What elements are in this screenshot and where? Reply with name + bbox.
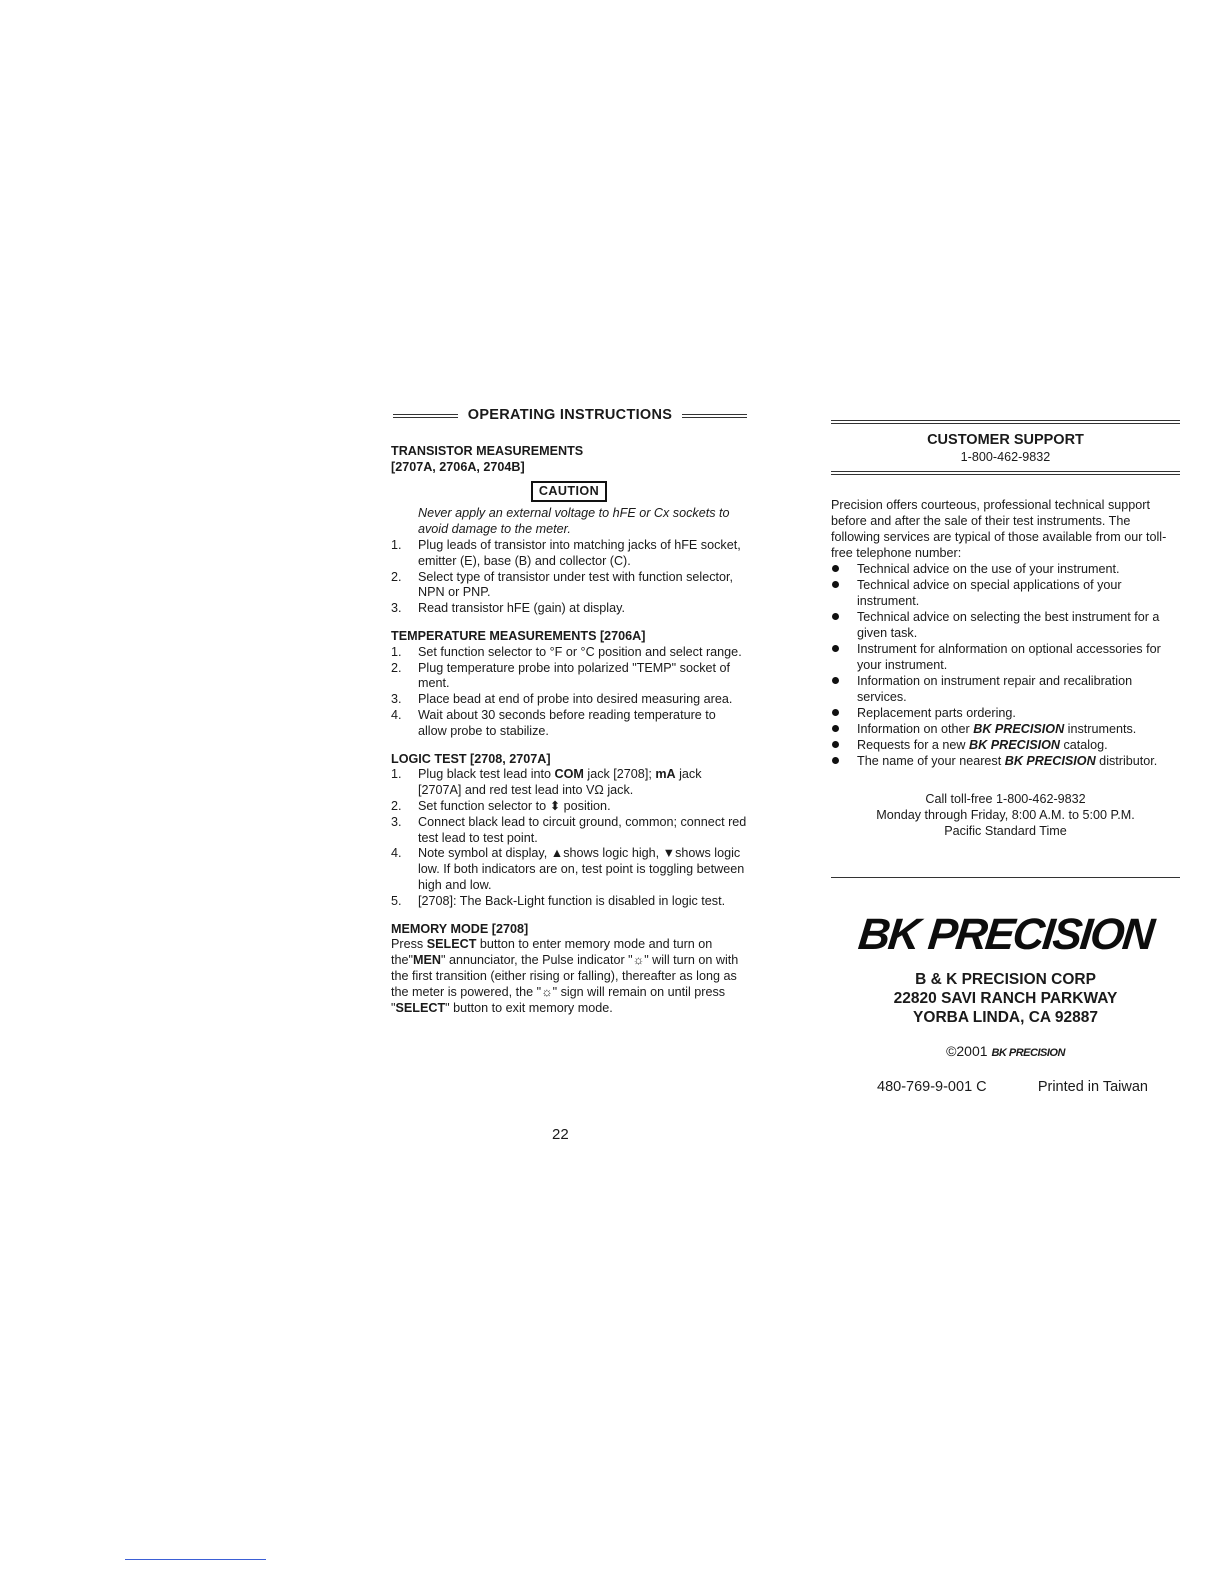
logic-steps xyxy=(391,767,747,909)
list-item: 3. Read transistor hFE (gain) at display. xyxy=(391,601,625,616)
transistor-title: TRANSISTOR MEASUREMENTS xyxy=(391,443,584,458)
bullet-icon xyxy=(832,757,839,764)
bullet-icon xyxy=(832,677,839,684)
copyright: ©2001 BK PRECISION xyxy=(946,1043,1065,1059)
customer-support-title: CUSTOMER SUPPORT xyxy=(927,432,1084,448)
corp-street: 22820 SAVI RANCH PARKWAY xyxy=(893,990,1118,1007)
list-item: The name of your nearest BK PRECISION distributor. xyxy=(831,753,1180,769)
bullet-icon xyxy=(832,741,839,748)
top-rule xyxy=(831,420,1180,424)
list-item: 4. Wait about 30 seconds before reading temperature to allow probe to stabilize. xyxy=(391,707,716,738)
bullet-icon xyxy=(832,581,839,588)
list-item: Requests for a new BK PRECISION catalog. xyxy=(831,737,1180,753)
bottom-link-underline xyxy=(125,1559,266,1560)
memory-mode-title: MEMORY MODE [2708] xyxy=(391,921,529,936)
call-hours: Monday through Friday, 8:00 A.M. to 5:00 P.M. xyxy=(876,808,1135,822)
list-item: 4. Note symbol at display, ▲shows logic high, ▼shows logic low. If both indicators are on, test point is toggling between high and low. xyxy=(391,846,745,892)
transistor-models: [2707A, 2706A, 2704B] xyxy=(391,459,525,474)
bullet-icon xyxy=(832,565,839,572)
caution-text: Never apply an external voltage to hFE or Cx sockets to avoid damage to the meter. xyxy=(418,506,730,537)
list-item: Information on other BK PRECISION instruments. xyxy=(831,721,1180,737)
section-header xyxy=(393,408,747,424)
operating-instructions-column xyxy=(391,408,747,1016)
call-line-1: Call toll-free 1-800-462-9832 xyxy=(925,792,1086,806)
list-item: Technical advice on selecting the best instrument for a given task. xyxy=(831,609,1180,641)
list-item: 2. Set function selector to ⬍ position. xyxy=(391,798,611,813)
list-item: 2. Plug temperature probe into polarized "TEMP" socket of ment. xyxy=(391,660,731,691)
list-item: 3. Place bead at end of probe into desired measuring area. xyxy=(391,692,733,707)
call-timezone: Pacific Standard Time xyxy=(944,824,1067,838)
support-phone: 1-800-462-9832 xyxy=(960,450,1051,464)
list-item: 1. Plug leads of transistor into matching jacks of hFE socket, emitter (E), base (B) and collector (C). xyxy=(391,537,741,568)
bullet-icon xyxy=(832,645,839,652)
list-item: Instrument for alnformation on optional accessories for your instrument. xyxy=(831,641,1180,673)
bullet-icon xyxy=(832,613,839,620)
services-list xyxy=(831,561,1180,769)
list-item: 3. Connect black lead to circuit ground, common; connect red test lead to test point. xyxy=(391,814,747,845)
printed-in: Printed in Taiwan xyxy=(1037,1079,1148,1095)
list-item: Replacement parts ordering. xyxy=(831,705,1180,721)
header-rule-right xyxy=(682,414,747,418)
support-intro: Precision offers courteous, professional technical support before and after the sale of their test instruments. The following services are typical of those available from our toll-free telephone number: xyxy=(831,498,1167,560)
list-item: 2. Select type of transistor under test with function selector, NPN or PNP. xyxy=(391,569,734,600)
page-title: OPERATING INSTRUCTIONS xyxy=(467,407,673,423)
transistor-steps xyxy=(391,538,747,617)
temperature-steps xyxy=(391,645,747,740)
list-item: 1. Set function selector to °F or °C position and select range. xyxy=(391,644,742,659)
temperature-title: TEMPERATURE MEASUREMENTS [2706A] xyxy=(391,628,646,643)
caution-box xyxy=(391,481,747,502)
corp-city: YORBA LINDA, CA 92887 xyxy=(913,1009,1098,1026)
list-item: 5. [2708]: The Back-Light function is disabled in logic test. xyxy=(391,893,726,908)
list-item: Information on instrument repair and recalibration services. xyxy=(831,673,1180,705)
corp-name: B & K PRECISION CORP xyxy=(915,971,1096,988)
logic-test-title: LOGIC TEST [2708, 2707A] xyxy=(391,751,551,766)
footer-row xyxy=(831,1079,1180,1095)
bullet-icon xyxy=(832,725,839,732)
customer-support-column xyxy=(831,420,1180,1095)
list-item: Technical advice on the use of your instrument. xyxy=(831,561,1180,577)
page-number: 22 xyxy=(552,1126,569,1143)
list-item: 1. Plug black test lead into COM jack [2708]; mA jack [2707A] and red test lead into VΩ jack. xyxy=(391,767,702,798)
bk-precision-logo: BK PRECISION xyxy=(856,910,1156,959)
copyright-logo: BK PRECISION xyxy=(991,1047,1065,1059)
header-rule-left xyxy=(393,414,458,418)
list-item: Technical advice on special applications of your instrument. xyxy=(831,577,1180,609)
caution-label: CAUTION xyxy=(531,481,607,502)
memory-mode-paragraph: Press SELECT button to enter memory mode and turn on the"MEN" annunciator, the Pulse indicator "☼" will turn on with the first transition (either rising or falling), thereafter as long as the meter is powered, the "☼" sign will remain on until press "SELECT" button to exit memory mode. xyxy=(391,937,739,1015)
part-number: 480-769-9-001 C xyxy=(877,1079,987,1095)
bullet-icon xyxy=(832,709,839,716)
